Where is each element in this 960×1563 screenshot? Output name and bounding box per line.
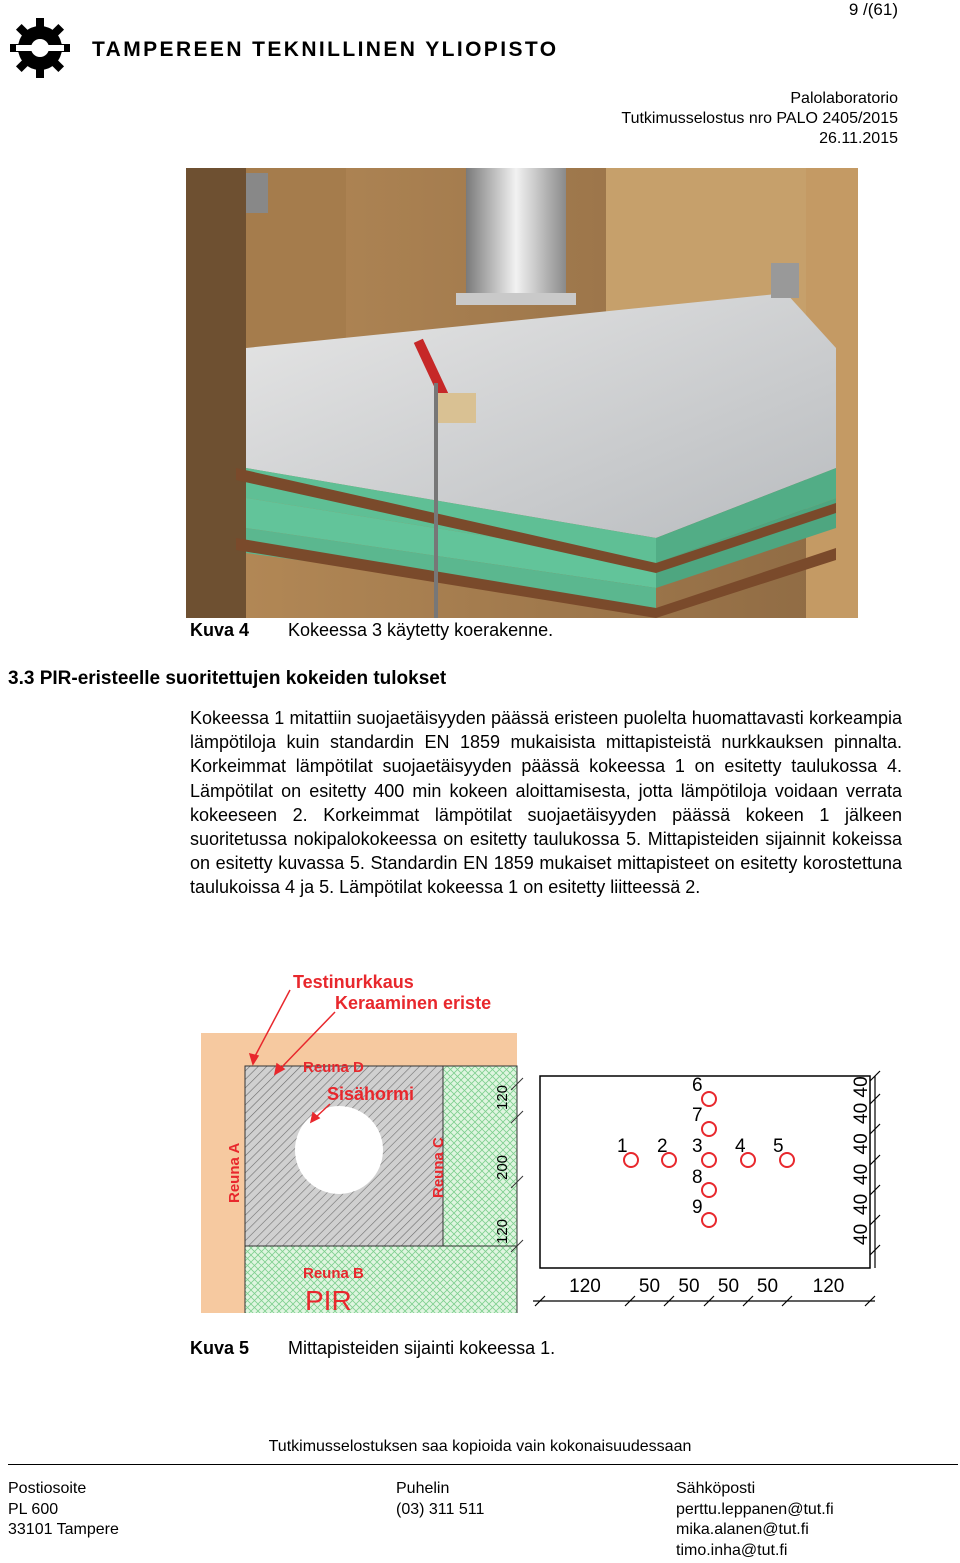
dim-200: 200: [494, 1154, 511, 1180]
measurement-point-label-2: 2: [657, 1136, 668, 1157]
dim-120-top: 120: [494, 1084, 511, 1110]
footer-email-3[interactable]: timo.inha@tut.fi: [676, 1541, 788, 1559]
label-reuna-d: Reuna D: [303, 1059, 364, 1076]
bottom-dim-label: 50: [717, 1276, 740, 1297]
footer-address-line2: 33101 Tampere: [8, 1521, 119, 1538]
page-number: 9 /(61): [848, 0, 898, 19]
label-sisahormi: Sisähormi: [327, 1084, 415, 1104]
measurement-point-label-5: 5: [773, 1136, 784, 1157]
footer-address-line1: PL 600: [8, 1500, 59, 1518]
figure5-caption: [190, 1338, 555, 1359]
measurement-point-label-4: 4: [735, 1136, 746, 1157]
header-lab: Palolaboratorio: [790, 90, 898, 107]
measurement-point-label-7: 7: [692, 1105, 703, 1126]
inner-flue: [295, 1106, 383, 1194]
side-dim-label: 40: [851, 1223, 872, 1245]
footer-email-title: Sähköposti: [676, 1480, 756, 1497]
header-report: Tutkimusselostus nro PALO 2405/2015: [621, 110, 898, 127]
label-reuna-a: Reuna A: [226, 1142, 243, 1203]
label-keraaminen: Keraaminen eriste: [335, 993, 492, 1013]
figure4-caption: [190, 620, 553, 641]
copy-notice: Tutkimusselostuksen saa kopioida vain kokonaisuudessaan: [268, 1438, 692, 1455]
footer-email: [676, 1479, 834, 1561]
footer-address-title: Postiosoite: [8, 1480, 87, 1497]
dim-120-bottom: 120: [494, 1218, 511, 1244]
figure5-diagram: [195, 968, 915, 1313]
bottom-dim-label: 120: [569, 1276, 601, 1297]
figure4-label: Kuva 4: [190, 620, 250, 640]
footer-email-1[interactable]: perttu.leppanen@tut.fi: [676, 1500, 834, 1518]
measurement-point-6: [702, 1092, 716, 1106]
figure5-label: Kuva 5: [190, 1338, 250, 1358]
figure4-text: Kokeessa 3 käytetty koerakenne.: [288, 620, 554, 640]
side-dim-label: 40: [851, 1163, 872, 1185]
measurement-point-7: [702, 1122, 716, 1136]
footer-phone: [396, 1479, 484, 1520]
footer-email-2[interactable]: mika.alanen@tut.fi: [676, 1521, 809, 1538]
measurement-point-3: [702, 1153, 716, 1167]
footer-phone-title: Puhelin: [396, 1480, 450, 1497]
measurement-point-label-3: 3: [692, 1136, 703, 1157]
bottom-dim-label: 50: [756, 1276, 779, 1297]
measurement-point-9: [702, 1213, 716, 1227]
side-dim-label: 40: [851, 1102, 872, 1124]
side-dim-label: 40: [851, 1076, 872, 1098]
section-title: 3.3 PIR-eristeelle suoritettujen kokeiden tulokset: [8, 668, 447, 689]
side-dim-label: 40: [851, 1133, 872, 1155]
measurement-point-label-1: 1: [617, 1136, 628, 1157]
body-paragraph: Kokeessa 1 mitattiin suojaetäisyyden päässä eristeen puolelta huomattavasti korkeampia lämpötiloja kuin standardin EN 1859 mukaisista mittapisteistä nurkkauksen pinnalta. Korkeimmat lämpötilat suojaetäisyyden päässä kokeessa 1 on esitetty taulukossa 4. Lämpötilat on esitetty 400 min kokeen aloittamisesta, jotta lämpötiloja voidaan verrata kokeeseen 2. Korkeimmat lämpötilat suojaetäisyyden päässä kokeen 1 jälkeen suoritetussa nokipalokokeessa on esitetty taulukossa 5. Mittapisteiden sijainnit kokeissa on esitetty kuvassa 5. Standardin EN 1859 mukaiset mittapisteet on esitetty korostettuna taulukoissa 4 ja 5. Lämpötilat kokeessa 1 on esitetty liitteessä 2.: [190, 708, 902, 898]
figure5-text: Mittapisteiden sijainti kokeessa 1.: [288, 1338, 556, 1358]
bottom-dim-label: 50: [638, 1276, 661, 1297]
footer-phone-number: (03) 311 511: [396, 1500, 485, 1518]
bottom-dim-label: 50: [678, 1276, 700, 1297]
measurement-point-label-6: 6: [692, 1075, 703, 1096]
label-pir: PIR: [305, 1285, 352, 1313]
label-reuna-c: Reuna C: [430, 1137, 447, 1198]
test-structure-photo: [186, 168, 858, 618]
label-testinurkkaus: Testinurkkaus: [293, 972, 414, 992]
measurement-point-label-9: 9: [692, 1197, 703, 1218]
pir-area-bottom: [245, 1246, 517, 1313]
measurement-point-8: [702, 1183, 716, 1197]
measurement-point-label-8: 8: [692, 1167, 703, 1188]
footer-divider: [8, 1464, 958, 1465]
footer-address: [8, 1479, 119, 1541]
header-date: 26.11.2015: [819, 130, 898, 147]
side-dim-label: 40: [851, 1193, 872, 1215]
university-name: TAMPEREEN TEKNILLINEN YLIOPISTO: [92, 38, 559, 61]
bottom-dim-label: 120: [812, 1276, 845, 1297]
label-reuna-b: Reuna B: [303, 1265, 364, 1282]
